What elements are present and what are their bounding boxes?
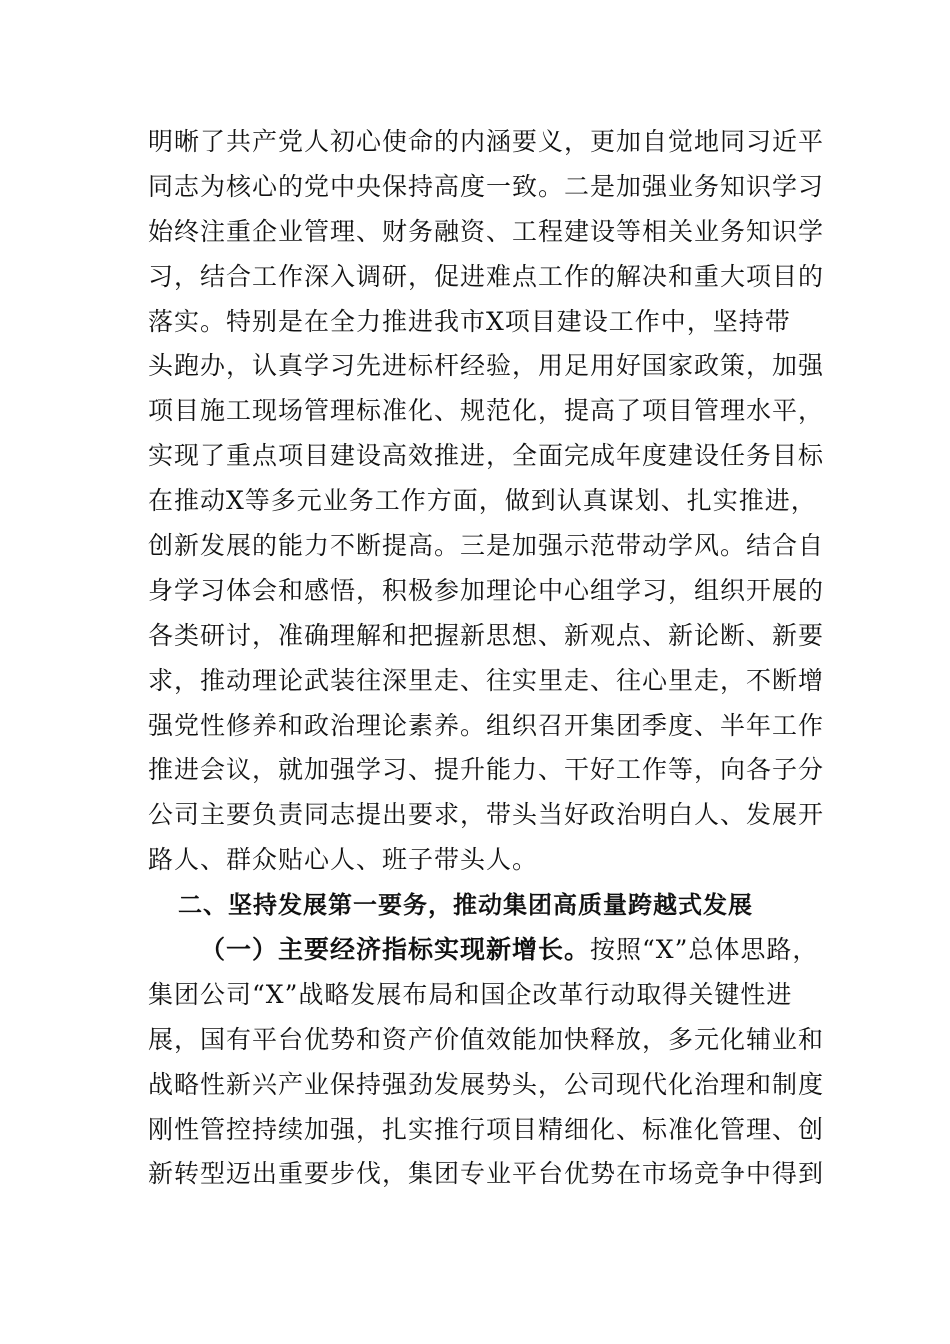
paragraph-line: 同志为核心的党中央保持高度一致。二是加强业务知识学习 — [148, 171, 825, 201]
paragraph-line: 在推动X等多元业务工作方面，做到认真谋划、扎实推进， — [148, 486, 817, 516]
paragraph-line: 公司主要负责同志提出要求，带头当好政治明白人、发展开 — [148, 800, 825, 830]
paragraph-line: 路人、群众贴心人、班子带头人。 — [148, 845, 539, 875]
subsection-text: 按照“X”总体思路， — [590, 935, 819, 965]
paragraph-line: 推进会议，就加强学习、提升能力、干好工作等，向各子分 — [148, 755, 825, 785]
paragraph-line: 始终注重企业管理、财务融资、工程建设等相关业务知识学 — [148, 216, 825, 246]
paragraph-line: 刚性管控持续加强，扎实推行项目精细化、标准化管理、创 — [148, 1114, 825, 1144]
paragraph-line: 强党性修养和政治理论素养。组织召开集团季度、半年工作 — [148, 710, 825, 740]
paragraph-line: 各类研讨，准确理解和把握新思想、新观点、新论断、新要 — [148, 620, 825, 650]
paragraph-line: 项目施工现场管理标准化、规范化，提高了项目管理水平， — [148, 396, 825, 426]
paragraph-line: 实现了重点项目建设高效推进，全面完成年度建设任务目标 — [148, 441, 825, 471]
paragraph-line: 身学习体会和感悟，积极参加理论中心组学习，组织开展的 — [148, 575, 825, 605]
paragraph-line: 求，推动理论武装往深里走、往实里走、往心里走，不断增 — [148, 665, 825, 695]
paragraph-line: 创新发展的能力不断提高。三是加强示范带动学风。结合自 — [148, 531, 825, 561]
paragraph-line: 展，国有平台优势和资产价值效能加快释放，多元化辅业和 — [148, 1024, 825, 1054]
paragraph-line: 集团公司“X”战略发展布局和国企改革行动取得关键性进 — [148, 979, 793, 1009]
paragraph-line: 习，结合工作深入调研，促进难点工作的解决和重大项目的 — [148, 261, 825, 291]
paragraph-line: 落实。特别是在全力推进我市X项目建设工作中，坚持带 — [148, 306, 791, 336]
paragraph-line: 新转型迈出重要步伐，集团专业平台优势在市场竞争中得到 — [148, 1159, 825, 1189]
paragraph-line: 头跑办，认真学习先进标杆经验，用足用好国家政策，加强 — [148, 351, 825, 381]
section-heading: 二、坚持发展第一要务，推动集团高质量跨越式发展 — [178, 891, 753, 920]
paragraph-line: 明晰了共产党人初心使命的内涵要义，更加自觉地同习近平 — [148, 127, 825, 156]
paragraph-line: 战略性新兴产业保持强劲发展势头，公司现代化治理和制度 — [148, 1069, 825, 1099]
subsection-title: （一）主要经济指标实现新增长。 — [200, 935, 591, 965]
document-body — [148, 120, 825, 1197]
subsection-first-line — [148, 928, 820, 973]
